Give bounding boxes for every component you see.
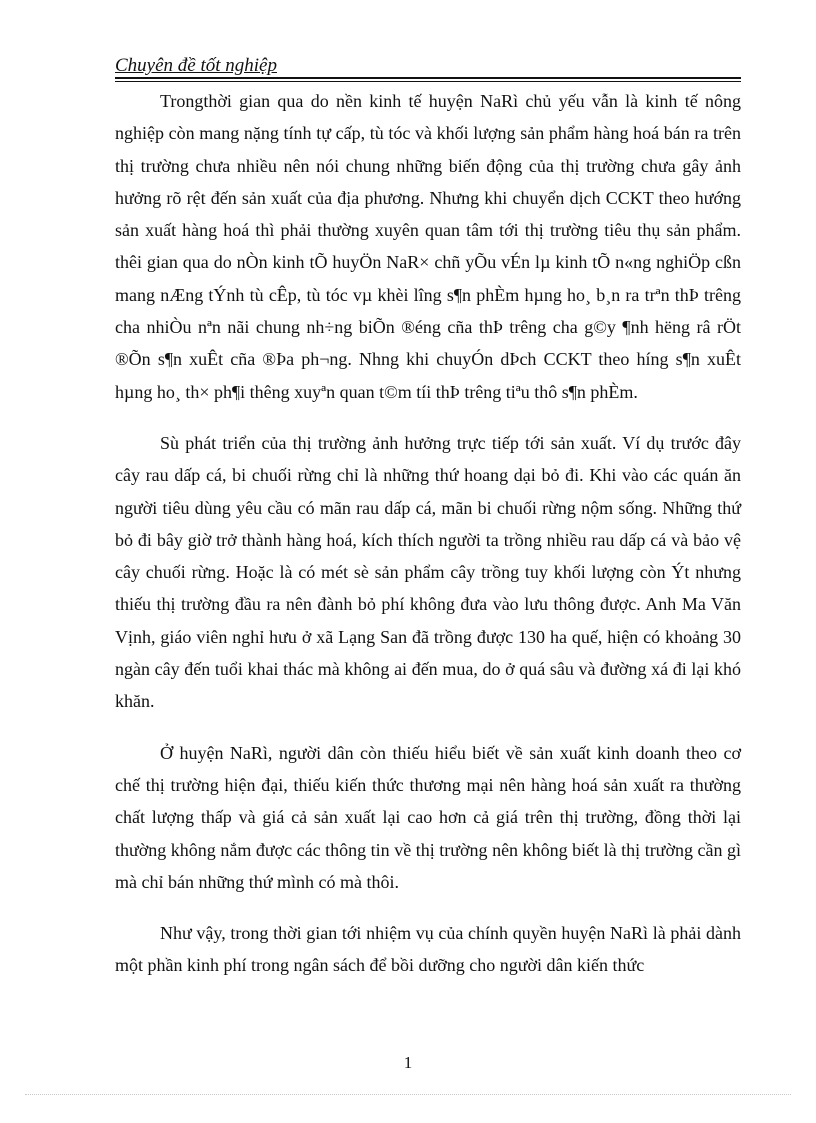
header-rule-thin [115, 81, 741, 82]
body-text [115, 85, 741, 1001]
paragraph-1: Trongthời gian qua do nền kinh tế huyện NaRì chủ yếu vẫn là kinh tế nông nghiệp còn mang nặng tính tự cấp, tù tóc và khối lượng sản phẩm hàng hoá bán ra trên thị trường chưa nhiều nên nói chung những biến động của thị trường chưa gây ảnh hưởng rõ rệt đến sản xuất của địa phương. Nhưng khi chuyển dịch CCKT theo hướng sản xuất hàng hoá thì phải thường xuyên quan tâm tới thị trường tiêu thụ sản phẩm. thêi gian qua do nÒn kinh tÕ huyÖn NaR× chñ yÕu vÉn lµ kinh tÕ n«ng nghiÖp cßn mang nÆng tÝnh tù cÊp, tù tóc vµ khèi lîng s¶n phÈm hµng ho¸ b¸n ra trªn thÞ trêng cha nhiÒu nªn nãi chung nh÷ng biÕn ®éng cña thÞ trêng cha g©y ¶nh hëng râ rÖt ®Õn s¶n xuÊt cña ®Þa ph¬ng. Nhng khi chuyÓn dÞch CCKT theo híng s¶n xuÊt hµng ho¸ th× ph¶i thêng xuyªn quan t©m tíi thÞ trêng tiªu thô s¶n phÈm. [115, 91, 741, 402]
header-title: Chuyên đề tốt nghiệp [115, 55, 277, 76]
page-number: 1 [403, 1053, 413, 1072]
paragraph-4: Như vậy, trong thời gian tới nhiệm vụ của chính quyền huyện NaRì là phải dành một phần kinh phí trong ngân sách để bồi dưỡng cho người dân kiến thức [115, 923, 741, 976]
header-rule-thick [115, 77, 741, 79]
paragraph-3: Ở huyện NaRì, người dân còn thiếu hiểu biết về sản xuất kinh doanh theo cơ chế thị trường hiện đại, thiếu kiến thức thương mại nên hàng hoá sản xuất ra thường chất lượng thấp và giá cả sản xuất lại cao hơn cả giá trên thị trường, đồng thời lại thường không nắm được các thông tin về thị trường nên không biết là thị trường cần gì mà chỉ bán những thứ mình có mà thôi. [115, 742, 741, 892]
page-header [115, 53, 741, 81]
paragraph-2: Sù phát triển của thị trường ảnh hưởng trực tiếp tới sản xuất. Ví dụ trước đây cây rau dấp cá, bi chuối rừng chỉ là những thứ hoang dại bỏ đi. Khi vào các quán ăn người tiêu dùng yêu cầu có mãn rau dấp cá, mãn bi chuối rừng nộm sống. Những thứ bỏ đi bây giờ trở thành hàng hoá, kích thích người ta trồng nhiều rau dấp cá và bảo vệ cây chuối rừng. Hoặc là có mét sè sản phẩm cây trồng tuy khối lượng còn Ýt nhưng thiếu thị trường đầu ra nên đành bỏ phí không đưa vào lưu thông được. Anh Ma Văn Vịnh, giáo viên nghỉ hưu ở xã Lạng San đã trồng được 130 ha quế, hiện có khoảng 30 ngàn cây đến tuổi khai thác mà không ai đến mua, do ở quá sâu và đường xá đi lại khó khăn. [115, 432, 741, 712]
page-bottom-divider [25, 1094, 791, 1095]
